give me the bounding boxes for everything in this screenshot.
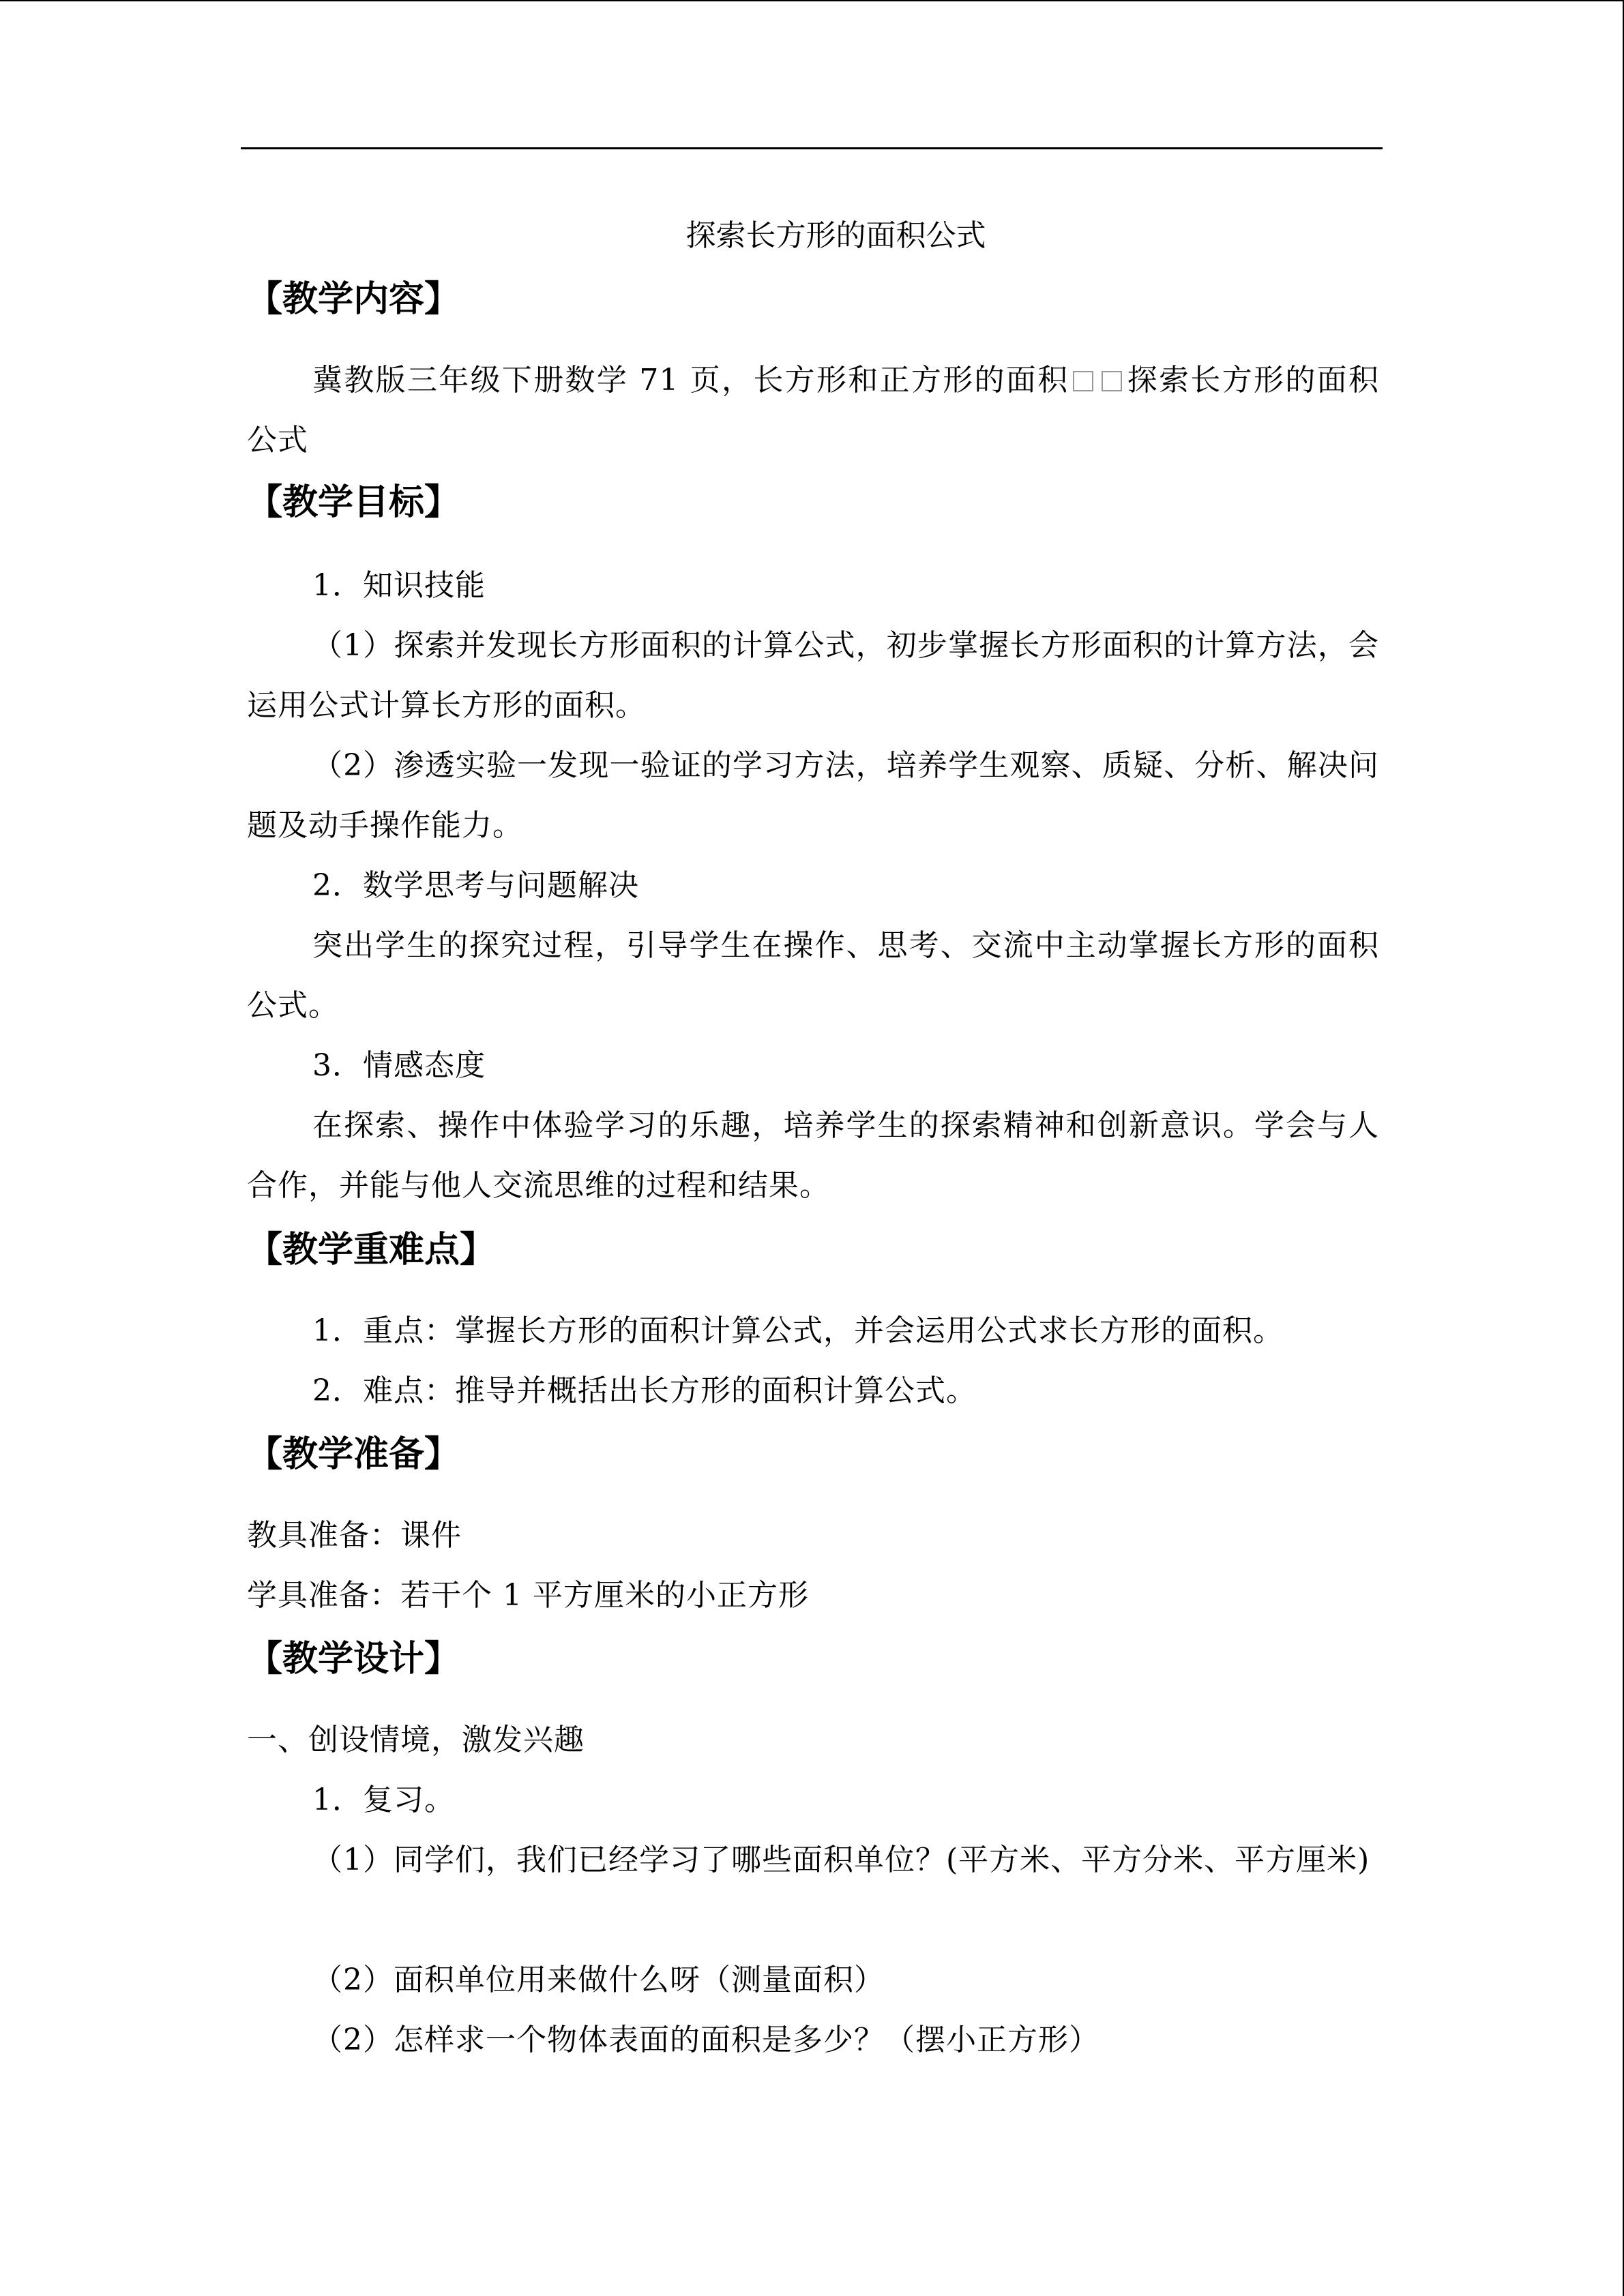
teaching-content-text-a: 冀教版三年级下册数学 71 页，长方形和正方形的面积 bbox=[312, 363, 1069, 398]
heading-preparation: 【教学准备】 bbox=[247, 1434, 460, 1475]
goal-3-text: 在探索、操作中体验学习的乐趣，培养学生的探索精神和创新意识。学会与人合作，并能与他人交流思维的过程和结果。 bbox=[247, 1108, 1379, 1203]
header-rule bbox=[241, 147, 1383, 149]
heading-design: 【教学设计】 bbox=[247, 1639, 460, 1680]
design-review: 1．复习。 bbox=[312, 1783, 455, 1817]
prep-student: 学具准备：若干个 1 平方厘米的小正方形 bbox=[247, 1578, 809, 1613]
missing-glyph-box bbox=[1073, 371, 1093, 391]
document-title: 探索长方形的面积公式 bbox=[685, 218, 986, 253]
missing-glyph-box bbox=[1102, 371, 1122, 391]
prep-teacher: 教具准备：课件 bbox=[247, 1518, 462, 1553]
key-point-1: 1．重点：掌握长方形的面积计算公式，并会运用公式求长方形的面积。 bbox=[312, 1313, 1284, 1348]
teaching-content-text bbox=[247, 351, 1379, 471]
goal-1-2-text: （2）渗透实验一发现一验证的学习方法，培养学生观察、质疑、分析、解决问题及动手操作能力。 bbox=[247, 748, 1379, 843]
teaching-content-text-b: 探索长方形的面积公式 bbox=[247, 363, 1379, 458]
goal-2-title: 2．数学思考与问题解决 bbox=[312, 868, 639, 903]
design-question-3: （2）怎样求一个物体表面的面积是多少？（摆小正方形） bbox=[312, 2023, 1099, 2057]
key-point-2: 2．难点：推导并概括出长方形的面积计算公式。 bbox=[312, 1373, 977, 1408]
design-section-1: 一、创设情境，激发兴趣 bbox=[247, 1723, 585, 1757]
heading-key-points: 【教学重难点】 bbox=[247, 1229, 496, 1270]
design-question-1: （1）同学们，我们已经学习了哪些面积单位？(平方米、平方分米、平方厘米) bbox=[312, 1843, 1370, 1877]
heading-teaching-content: 【教学内容】 bbox=[247, 279, 460, 320]
goal-3-title: 3．情感态度 bbox=[312, 1048, 486, 1083]
goal-1-title: 1．知识技能 bbox=[312, 568, 486, 603]
goal-2-text: 突出学生的探究过程，引导学生在操作、思考、交流中主动掌握长方形的面积公式。 bbox=[247, 928, 1379, 1023]
design-question-2: （2）面积单位用来做什么呀（测量面积） bbox=[312, 1963, 885, 1997]
heading-teaching-goals: 【教学目标】 bbox=[247, 482, 460, 523]
goal-1-1-text: （1）探索并发现长方形面积的计算公式，初步掌握长方形面积的计算方法，会运用公式计算长方形的面积。 bbox=[247, 628, 1379, 723]
